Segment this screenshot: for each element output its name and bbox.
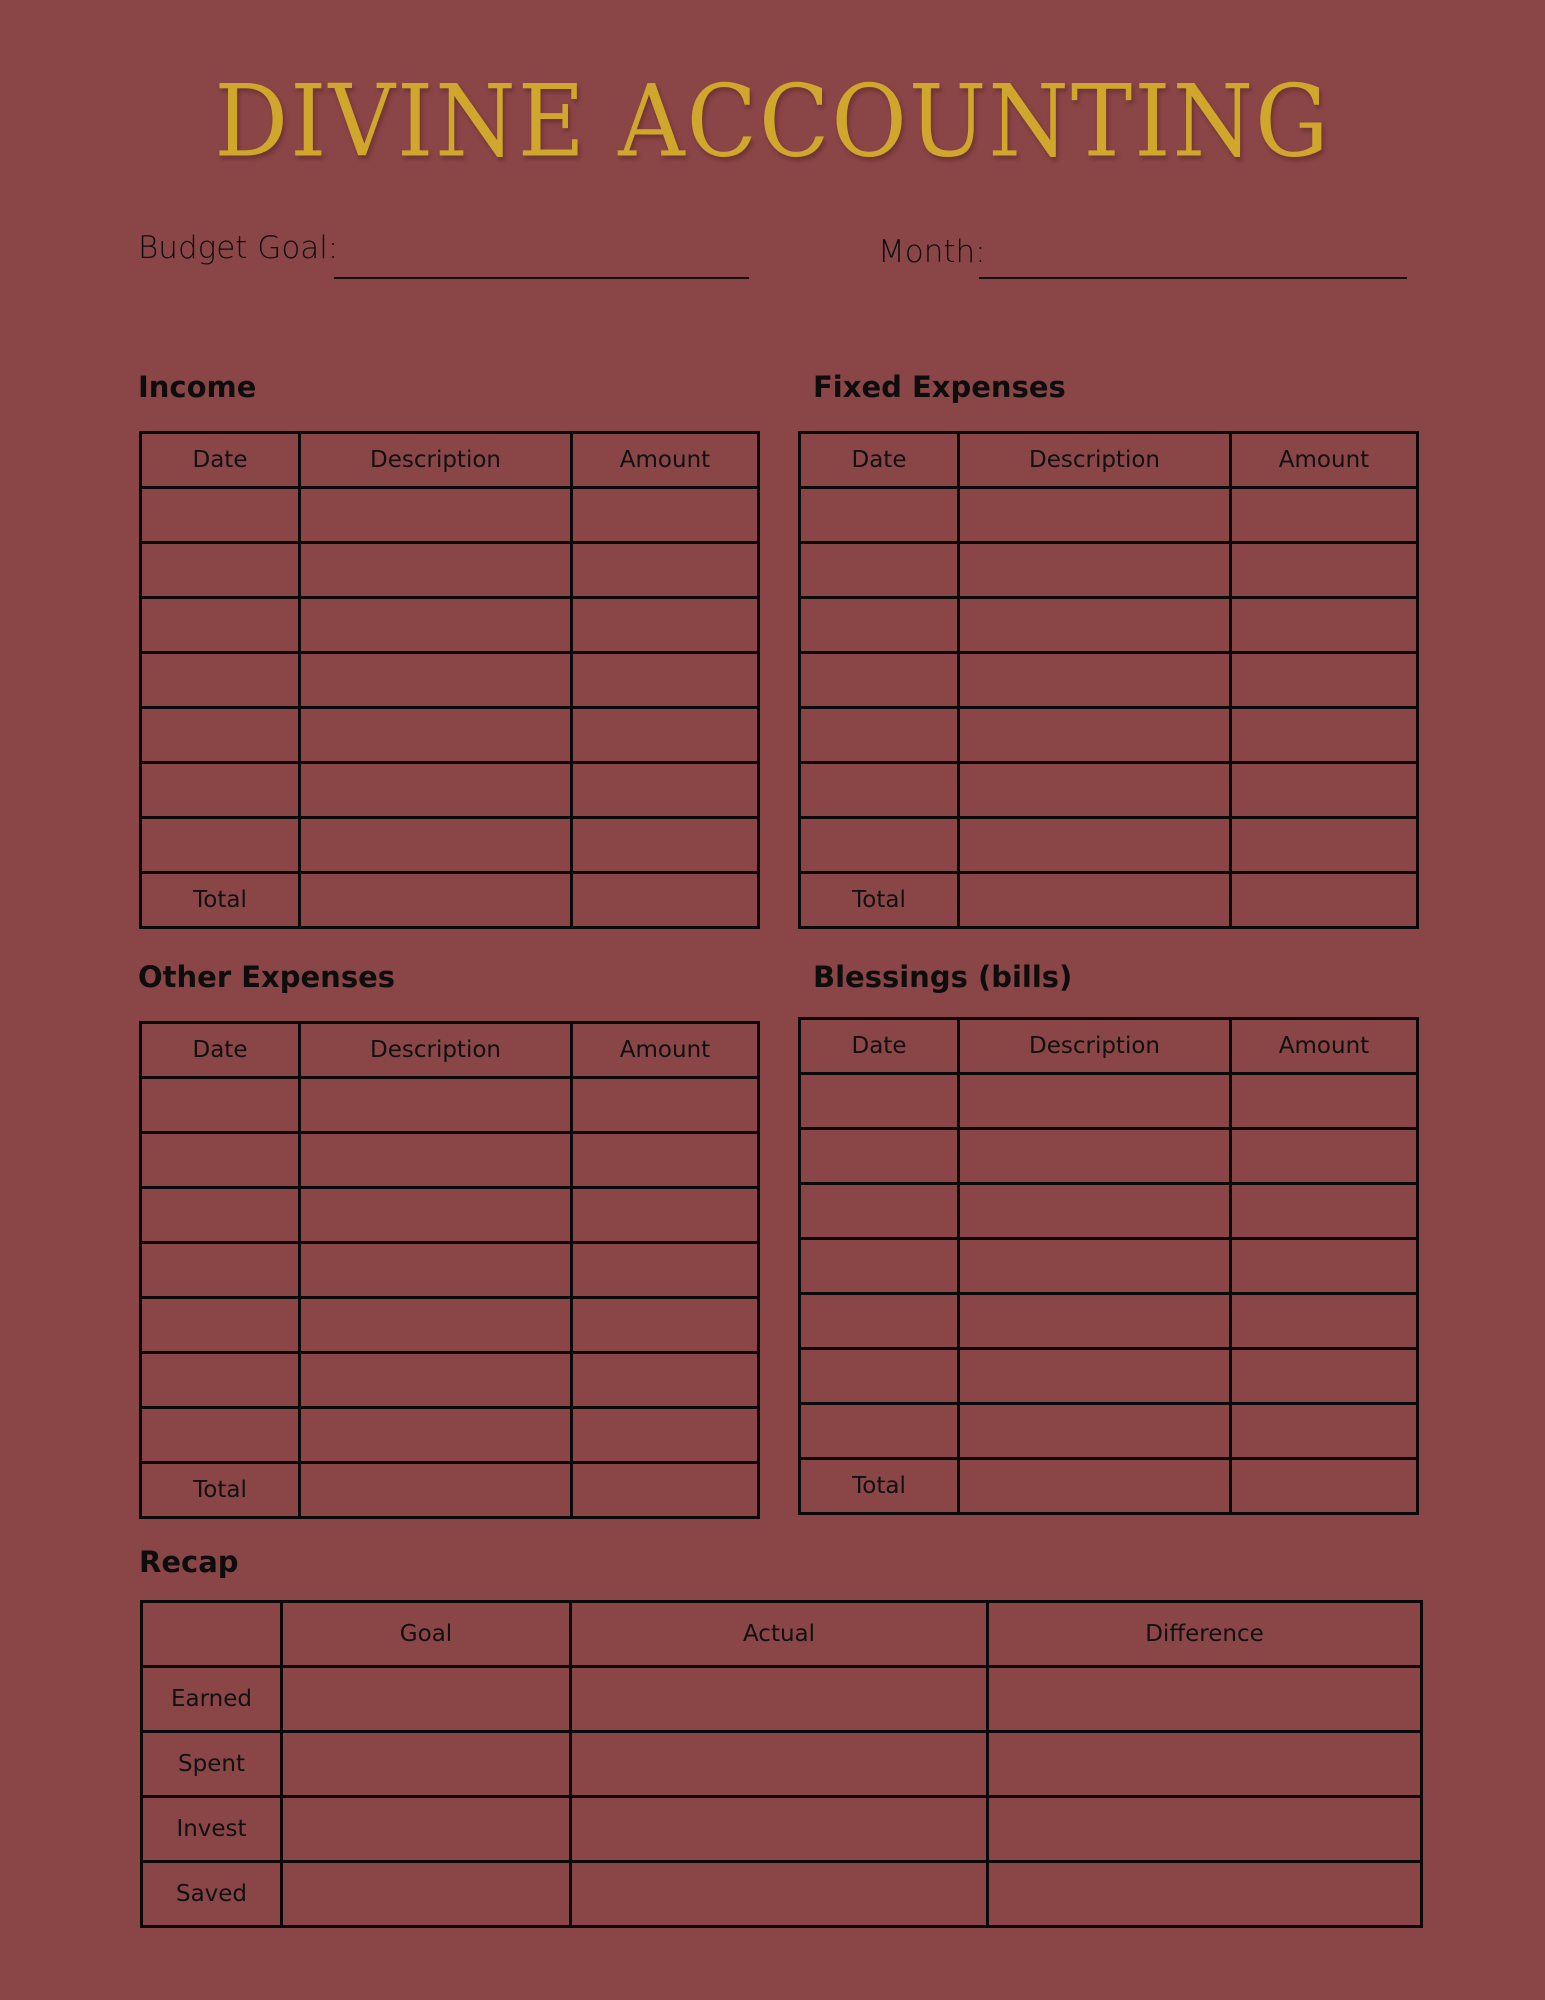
total-description-cell[interactable] <box>300 873 572 928</box>
table-row <box>141 763 759 818</box>
amount-cell[interactable] <box>572 1353 759 1408</box>
month-field[interactable] <box>979 277 1407 279</box>
amount-cell[interactable] <box>1231 1349 1418 1404</box>
date-cell[interactable] <box>141 1078 300 1133</box>
total-amount-cell[interactable] <box>1231 1459 1418 1514</box>
table-row <box>141 1078 759 1133</box>
amount-cell[interactable] <box>572 1243 759 1298</box>
table-row <box>141 1188 759 1243</box>
date-cell[interactable] <box>141 818 300 873</box>
description-cell[interactable] <box>300 818 572 873</box>
table-row <box>141 1298 759 1353</box>
amount-cell[interactable] <box>1231 708 1418 763</box>
description-cell[interactable] <box>300 543 572 598</box>
description-cell[interactable] <box>300 708 572 763</box>
header-row <box>141 433 759 488</box>
date-cell[interactable] <box>141 543 300 598</box>
description-cell[interactable] <box>959 598 1231 653</box>
table-row <box>141 1243 759 1298</box>
date-cell[interactable] <box>800 1074 959 1129</box>
description-cell[interactable] <box>300 1298 572 1353</box>
table-row <box>800 818 1418 873</box>
date-cell[interactable] <box>800 708 959 763</box>
amount-cell[interactable] <box>572 598 759 653</box>
column-header-description: Description <box>300 433 572 488</box>
description-cell[interactable] <box>300 1408 572 1463</box>
date-cell[interactable] <box>800 653 959 708</box>
column-header-description: Description <box>959 433 1231 488</box>
description-cell[interactable] <box>959 1294 1231 1349</box>
table-row <box>141 653 759 708</box>
amount-cell[interactable] <box>1231 1129 1418 1184</box>
table-row <box>800 653 1418 708</box>
amount-cell[interactable] <box>572 708 759 763</box>
month-label: Month: <box>878 234 986 270</box>
amount-cell[interactable] <box>572 543 759 598</box>
amount-cell[interactable] <box>1231 1074 1418 1129</box>
description-cell[interactable] <box>300 1188 572 1243</box>
column-header-description: Description <box>300 1023 572 1078</box>
table-row <box>800 1184 1418 1239</box>
amount-cell[interactable] <box>1231 488 1418 543</box>
amount-cell[interactable] <box>1231 598 1418 653</box>
amount-cell[interactable] <box>1231 1294 1418 1349</box>
goal-cell[interactable] <box>282 1732 571 1797</box>
table-row <box>141 818 759 873</box>
column-header-amount: Amount <box>1231 1019 1418 1074</box>
column-header-amount: Amount <box>1231 433 1418 488</box>
total-row <box>141 1463 759 1518</box>
date-cell[interactable] <box>141 1188 300 1243</box>
date-cell[interactable] <box>141 653 300 708</box>
amount-cell[interactable] <box>1231 543 1418 598</box>
actual-cell[interactable] <box>571 1797 988 1862</box>
amount-cell[interactable] <box>1231 653 1418 708</box>
table-row <box>800 1239 1418 1294</box>
other-expenses-title: Other Expenses <box>138 960 396 994</box>
recap-title: Recap <box>139 1545 239 1579</box>
date-cell[interactable] <box>800 1184 959 1239</box>
column-header-date: Date <box>141 1023 300 1078</box>
column-header-amount: Amount <box>572 433 759 488</box>
column-header-amount: Amount <box>572 1023 759 1078</box>
budget-goal-field[interactable] <box>334 277 749 279</box>
amount-cell[interactable] <box>572 488 759 543</box>
amount-cell[interactable] <box>572 1078 759 1133</box>
table-row <box>800 1074 1418 1129</box>
column-header-date: Date <box>141 433 300 488</box>
total-amount-cell[interactable] <box>572 873 759 928</box>
amount-cell[interactable] <box>572 1298 759 1353</box>
total-row <box>141 873 759 928</box>
header-row <box>800 1019 1418 1074</box>
header-row <box>800 433 1418 488</box>
description-cell[interactable] <box>959 818 1231 873</box>
income-title: Income <box>138 370 257 404</box>
total-description-cell[interactable] <box>300 1463 572 1518</box>
blessings-table <box>798 1017 1419 1515</box>
date-cell[interactable] <box>800 1129 959 1184</box>
description-cell[interactable] <box>959 763 1231 818</box>
total-row <box>800 1459 1418 1514</box>
recap-row-spent <box>142 1732 1422 1797</box>
difference-cell[interactable] <box>988 1732 1422 1797</box>
amount-cell[interactable] <box>1231 1404 1418 1459</box>
table-row <box>800 598 1418 653</box>
description-cell[interactable] <box>959 1239 1231 1294</box>
date-cell[interactable] <box>800 598 959 653</box>
description-cell[interactable] <box>300 1078 572 1133</box>
header-row <box>141 1023 759 1078</box>
description-cell[interactable] <box>959 708 1231 763</box>
total-description-cell[interactable] <box>959 1459 1231 1514</box>
recap-header-blank <box>142 1602 282 1667</box>
description-cell[interactable] <box>300 763 572 818</box>
amount-cell[interactable] <box>1231 818 1418 873</box>
amount-cell[interactable] <box>1231 1184 1418 1239</box>
date-cell[interactable] <box>800 763 959 818</box>
table-row <box>141 1408 759 1463</box>
description-cell[interactable] <box>959 1074 1231 1129</box>
difference-cell[interactable] <box>988 1667 1422 1732</box>
table-row <box>800 543 1418 598</box>
recap-row-label: Invest <box>142 1797 282 1862</box>
income-table <box>139 431 760 929</box>
recap-row-invest <box>142 1797 1422 1862</box>
recap-header-difference: Difference <box>988 1602 1422 1667</box>
column-header-date: Date <box>800 433 959 488</box>
date-cell[interactable] <box>141 1408 300 1463</box>
date-cell[interactable] <box>141 763 300 818</box>
date-cell[interactable] <box>141 1133 300 1188</box>
table-row <box>800 1129 1418 1184</box>
total-label: Total <box>141 873 300 928</box>
recap-header-actual: Actual <box>571 1602 988 1667</box>
other-expenses-table <box>139 1021 760 1519</box>
budget-goal-label: Budget Goal: <box>138 230 339 266</box>
date-cell[interactable] <box>141 1353 300 1408</box>
date-cell[interactable] <box>800 543 959 598</box>
amount-cell[interactable] <box>1231 1239 1418 1294</box>
table-row <box>141 488 759 543</box>
table-row <box>800 763 1418 818</box>
description-cell[interactable] <box>959 488 1231 543</box>
date-cell[interactable] <box>800 1404 959 1459</box>
recap-header-goal: Goal <box>282 1602 571 1667</box>
difference-cell[interactable] <box>988 1862 1422 1927</box>
table-row <box>800 1404 1418 1459</box>
goal-cell[interactable] <box>282 1797 571 1862</box>
amount-cell[interactable] <box>572 653 759 708</box>
fixed-expenses-title: Fixed Expenses <box>813 370 1066 404</box>
total-amount-cell[interactable] <box>1231 873 1418 928</box>
goal-cell[interactable] <box>282 1862 571 1927</box>
column-header-date: Date <box>800 1019 959 1074</box>
description-cell[interactable] <box>959 653 1231 708</box>
description-cell[interactable] <box>300 1243 572 1298</box>
actual-cell[interactable] <box>571 1862 988 1927</box>
table-row <box>800 1294 1418 1349</box>
description-cell[interactable] <box>300 1133 572 1188</box>
recap-row-label: Earned <box>142 1667 282 1732</box>
description-cell[interactable] <box>300 598 572 653</box>
recap-row-label: Saved <box>142 1862 282 1927</box>
total-label: Total <box>141 1463 300 1518</box>
amount-cell[interactable] <box>572 763 759 818</box>
table-row <box>141 1353 759 1408</box>
date-cell[interactable] <box>800 818 959 873</box>
recap-row-earned <box>142 1667 1422 1732</box>
description-cell[interactable] <box>300 1353 572 1408</box>
date-cell[interactable] <box>141 1298 300 1353</box>
date-cell[interactable] <box>800 488 959 543</box>
date-cell[interactable] <box>141 1243 300 1298</box>
date-cell[interactable] <box>800 1294 959 1349</box>
description-cell[interactable] <box>959 1184 1231 1239</box>
amount-cell[interactable] <box>1231 763 1418 818</box>
date-cell[interactable] <box>141 708 300 763</box>
total-label: Total <box>800 1459 959 1514</box>
date-cell[interactable] <box>800 1239 959 1294</box>
column-header-description: Description <box>959 1019 1231 1074</box>
table-row <box>141 598 759 653</box>
recap-row-saved <box>142 1862 1422 1927</box>
total-row <box>800 873 1418 928</box>
table-row <box>141 708 759 763</box>
fixed-expenses-table <box>798 431 1419 929</box>
recap-table <box>140 1600 1423 1928</box>
blessings-title: Blessings (bills) <box>813 960 1073 994</box>
difference-cell[interactable] <box>988 1797 1422 1862</box>
table-row <box>800 488 1418 543</box>
recap-header-row <box>142 1602 1422 1667</box>
recap-row-label: Spent <box>142 1732 282 1797</box>
table-row <box>141 1133 759 1188</box>
description-cell[interactable] <box>959 1129 1231 1184</box>
total-amount-cell[interactable] <box>572 1463 759 1518</box>
date-cell[interactable] <box>141 598 300 653</box>
goal-cell[interactable] <box>282 1667 571 1732</box>
amount-cell[interactable] <box>572 1188 759 1243</box>
amount-cell[interactable] <box>572 1133 759 1188</box>
table-row <box>800 708 1418 763</box>
description-cell[interactable] <box>300 653 572 708</box>
total-description-cell[interactable] <box>959 873 1231 928</box>
description-cell[interactable] <box>959 1404 1231 1459</box>
date-cell[interactable] <box>800 1349 959 1404</box>
actual-cell[interactable] <box>571 1667 988 1732</box>
page-title: DIVINE ACCOUNTING <box>214 63 1331 180</box>
amount-cell[interactable] <box>572 1408 759 1463</box>
total-label: Total <box>800 873 959 928</box>
description-cell[interactable] <box>959 1349 1231 1404</box>
table-row <box>141 543 759 598</box>
amount-cell[interactable] <box>572 818 759 873</box>
date-cell[interactable] <box>141 488 300 543</box>
table-row <box>800 1349 1418 1404</box>
actual-cell[interactable] <box>571 1732 988 1797</box>
description-cell[interactable] <box>959 543 1231 598</box>
description-cell[interactable] <box>300 488 572 543</box>
